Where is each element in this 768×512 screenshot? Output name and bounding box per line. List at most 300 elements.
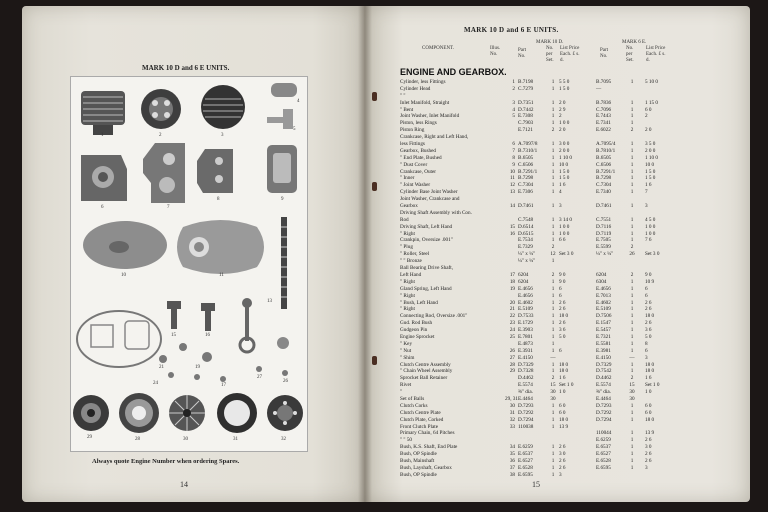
parts-row bbox=[400, 100, 736, 107]
parts-row bbox=[400, 300, 736, 307]
parts-cell-r1: 2 6 bbox=[559, 320, 566, 327]
parts-cell-r2: 18 0 bbox=[645, 368, 655, 375]
parts-cell-r2: 9 0 bbox=[645, 271, 652, 278]
parts-cell-p1: E.6527 bbox=[518, 457, 533, 464]
parts-cell-n2: 26 bbox=[629, 251, 635, 258]
parts-cell-r1: 2 9 bbox=[559, 106, 566, 113]
col-header-part-no: Part No. bbox=[518, 48, 527, 59]
parts-cell-n1: 1 bbox=[551, 416, 555, 423]
parts-cell-i: 12 bbox=[509, 182, 515, 189]
parts-row bbox=[400, 265, 736, 272]
parts-cell-p1: E.5109 bbox=[518, 306, 533, 313]
parts-cell-p1: B.7298 bbox=[518, 175, 534, 182]
parts-cell-n1: 2 bbox=[551, 127, 555, 134]
parts-row bbox=[400, 334, 736, 341]
parts-cell-r2: 1 0 0 bbox=[645, 223, 656, 230]
parts-row bbox=[400, 162, 736, 169]
parts-cell-p2: E.5599 bbox=[596, 244, 611, 251]
figure-number: 15 bbox=[171, 333, 176, 338]
clutch-chainwheel-illustration bbox=[119, 393, 159, 433]
parts-cell-p2: B.7291/1 bbox=[596, 168, 616, 175]
parts-cell-d: " Right bbox=[400, 292, 415, 299]
parts-cell-p2: E.5109 bbox=[596, 306, 611, 313]
parts-cell-n1: 1 bbox=[551, 471, 555, 478]
parts-cell-n1: 1 bbox=[551, 223, 555, 230]
parts-cell-r1: 6 0 bbox=[559, 402, 566, 409]
parts-cell-i: 24 bbox=[509, 327, 515, 334]
parts-cell-i: 1 bbox=[512, 79, 515, 85]
parts-cell-n2: 2 bbox=[630, 127, 634, 134]
parts-cell-p1: E.7329 bbox=[518, 244, 533, 251]
parts-cell-p2: D.7461 bbox=[596, 203, 612, 210]
parts-cell-d: Bush, Mainshaft bbox=[400, 457, 435, 464]
parts-cell-p2: E.4464 bbox=[596, 395, 611, 402]
parts-cell-p2: D.7329 bbox=[596, 361, 612, 368]
parts-cell-d: Gland Spring, Left Hand bbox=[400, 285, 452, 292]
figure-number: 32 bbox=[281, 437, 286, 442]
parts-cell-d: Bush, Layshaft, Gearbox bbox=[400, 464, 452, 471]
figure-number: 7 bbox=[167, 205, 170, 210]
parts-cell-r2: 6 bbox=[645, 347, 648, 354]
parts-row bbox=[400, 362, 736, 369]
parts-cell-d: Clutch Corks bbox=[400, 402, 428, 409]
parts-cell-d: Sprocket Ball Retainer bbox=[400, 375, 448, 382]
col-header-component: COMPONENT. bbox=[422, 46, 454, 51]
section-heading: ENGINE AND GEARBOX. bbox=[400, 67, 507, 77]
parts-cell-i: 14 bbox=[509, 203, 515, 210]
parts-cell-r1: 1 5 0 bbox=[559, 168, 570, 175]
parts-cell-p1: D.6514 bbox=[518, 223, 534, 230]
parts-cell-i: 15 bbox=[509, 223, 515, 230]
parts-cell-p1: D.7329 bbox=[518, 361, 534, 368]
parts-row bbox=[400, 348, 736, 355]
parts-cell-r2: 2 0 0 bbox=[645, 147, 656, 154]
parts-cell-d: Driving Shaft Assembly with Con. bbox=[400, 209, 472, 216]
parts-cell-r1: 3 0 bbox=[559, 451, 566, 458]
parts-cell-d: Joint Washer, Inlet Manifold bbox=[400, 113, 460, 120]
parts-cell-p1: B.7198 bbox=[518, 79, 534, 85]
parts-cell-n2: 1 bbox=[630, 168, 634, 175]
parts-cell-i: 4 bbox=[512, 106, 515, 113]
parts-cell-d: " Roller, Steel bbox=[400, 251, 430, 258]
parts-cell-n1: 1 bbox=[551, 203, 555, 210]
parts-cell-n1: 1 bbox=[551, 299, 555, 306]
open-booklet bbox=[22, 6, 750, 502]
figure-number: 13 bbox=[267, 299, 272, 304]
parts-cell-p1: B.7291/1 bbox=[518, 168, 538, 175]
parts-cell-r2: 3 6 bbox=[645, 327, 652, 334]
parts-cell-r2: 3 5 0 bbox=[645, 141, 656, 148]
parts-cell-n2: 1 bbox=[630, 79, 634, 85]
parts-cell-n1: 1 bbox=[551, 333, 555, 340]
parts-cell-p2: 6304 bbox=[596, 278, 607, 285]
parts-cell-n2: 1 bbox=[630, 430, 634, 437]
parts-cell-p1: E.4150 bbox=[518, 354, 533, 361]
figure-number: 10 bbox=[121, 273, 126, 278]
parts-cell-r2: 18 0 bbox=[645, 361, 655, 368]
parts-cell-n2: 1 bbox=[630, 285, 634, 292]
parts-row bbox=[400, 279, 736, 286]
parts-cell-p1: D.7293 bbox=[518, 402, 534, 409]
parts-row bbox=[400, 169, 736, 176]
parts-cell-n2: 1 bbox=[630, 416, 634, 423]
parts-row bbox=[400, 458, 736, 465]
parts-cell-p1: E.4873 bbox=[518, 340, 533, 347]
sprocket-part-illustration bbox=[167, 301, 181, 329]
parts-cell-n1: 1 bbox=[551, 99, 555, 106]
parts-cell-p1: D.7292 bbox=[518, 409, 534, 416]
parts-cell-n2: 1 bbox=[630, 368, 634, 375]
parts-cell-r2: 2 6 bbox=[645, 457, 652, 464]
crankcase-illustration bbox=[81, 155, 127, 201]
parts-cell-n1: 1 bbox=[551, 79, 555, 85]
parts-cell-d: Cylinder, less Fittings bbox=[400, 79, 446, 85]
parts-cell-d: " bbox=[400, 389, 403, 396]
parts-cell-n1: — bbox=[550, 354, 556, 361]
parts-row bbox=[400, 134, 736, 141]
parts-cell-d: Bush, K.S. Shaft, End Plate bbox=[400, 444, 458, 451]
parts-cell-p1: E.3931 bbox=[518, 347, 533, 354]
parts-cell-p2: E.7443 bbox=[596, 113, 611, 120]
parts-cell-d: Connecting Rod, Oversize .001" bbox=[400, 313, 468, 320]
parts-cell-r2: 2 6 bbox=[645, 437, 652, 444]
parts-cell-r1: 10 0 bbox=[559, 161, 569, 168]
parts-cell-n1: 12 bbox=[550, 251, 556, 258]
parts-cell-p1: D.7461 bbox=[518, 203, 534, 210]
page-title: MARK 10 D and 6 E UNITS. bbox=[464, 26, 559, 34]
parts-row bbox=[400, 251, 736, 258]
parts-row bbox=[400, 286, 736, 293]
parts-cell-n2: 1 bbox=[630, 333, 634, 340]
parts-cell-n1: 1 bbox=[551, 457, 555, 464]
parts-cell-r2: 7 6 bbox=[645, 237, 652, 244]
parts-cell-n1: 1 bbox=[551, 230, 555, 237]
parts-row bbox=[400, 437, 736, 444]
parts-row bbox=[400, 320, 736, 327]
parts-cell-p2: E.6022 bbox=[596, 127, 611, 134]
parts-cell-n2: 1 bbox=[630, 154, 634, 161]
col-header-mark10d: MARK 10 D. bbox=[536, 40, 564, 45]
parts-cell-n1: 1 bbox=[551, 189, 555, 196]
parts-cell-p1: E.7308 bbox=[518, 113, 533, 120]
parts-cell-r2: 10 0 bbox=[645, 161, 655, 168]
parts-row bbox=[400, 237, 736, 244]
parts-cell-i: 35 bbox=[509, 451, 515, 458]
gearbox-illustration bbox=[143, 143, 185, 203]
parts-cell-i: 23 bbox=[509, 320, 515, 327]
parts-cell-p2: D.4462 bbox=[596, 375, 612, 382]
parts-cell-n2: 1 bbox=[630, 141, 634, 148]
parts-row bbox=[400, 272, 736, 279]
clutch-corked-plate-illustration bbox=[217, 393, 257, 433]
parts-cell-n2: 1 bbox=[630, 230, 634, 237]
parts-cell-n1: 1 bbox=[551, 182, 555, 189]
parts-cell-r2: Set 1 0 bbox=[645, 382, 660, 389]
parts-cell-p1: ⅜" dia. bbox=[518, 389, 533, 396]
parts-cell-i: 34 bbox=[509, 444, 515, 451]
parts-cell-d: Joint Washer, Crankcase and bbox=[400, 196, 460, 203]
figure-number: 6 bbox=[101, 205, 104, 210]
plate-title: MARK 10 D and 6 E UNITS. bbox=[142, 64, 230, 72]
parts-cell-d: " " 50 bbox=[400, 437, 413, 444]
parts-row bbox=[400, 375, 736, 382]
parts-cell-d: " Joint Washer bbox=[400, 182, 431, 189]
parts-cell-p1: C.7304 bbox=[518, 182, 534, 189]
parts-cell-n1: 1 bbox=[551, 306, 555, 313]
parts-cell-r2: 4 5 0 bbox=[645, 216, 656, 223]
parts-cell-p2: — bbox=[596, 85, 602, 92]
parts-cell-r2: 3 bbox=[645, 464, 648, 471]
parts-cell-p1: D.4462 bbox=[518, 375, 534, 382]
parts-cell-p1: D.7442 bbox=[518, 106, 534, 113]
parts-cell-i: 37 bbox=[509, 464, 515, 471]
parts-cell-i: 26 bbox=[509, 347, 515, 354]
parts-cell-p2: C.6506 bbox=[596, 161, 612, 168]
parts-cell-p1: D.6515 bbox=[518, 230, 534, 237]
clutch-plate-illustration bbox=[169, 395, 205, 431]
parts-cell-n2: 1 bbox=[630, 402, 634, 409]
parts-cell-n1: 30 bbox=[550, 395, 556, 402]
parts-row bbox=[400, 224, 736, 231]
parts-cell-i: 18 bbox=[509, 278, 515, 285]
parts-cell-i: 7 bbox=[512, 147, 515, 154]
parts-cell-i: 10 bbox=[509, 168, 515, 175]
parts-row bbox=[400, 465, 736, 472]
figure-number: 30 bbox=[183, 437, 188, 442]
parts-cell-n2: 1 bbox=[630, 189, 634, 196]
figure-number: 21 bbox=[159, 365, 164, 370]
col-header-mark6e: MARK 6 E. bbox=[622, 40, 647, 45]
parts-cell-n1: 1 bbox=[551, 154, 555, 161]
parts-cell-p2: E.7341 bbox=[596, 120, 611, 127]
col-header-list-price: List Price Each. £ s. d. bbox=[560, 46, 580, 63]
figure-number: 3 bbox=[221, 133, 224, 138]
parts-cell-d: Bush, OP Spindle bbox=[400, 451, 437, 458]
parts-cell-r1: 2 6 bbox=[559, 306, 566, 313]
parts-cell-n2: 1 bbox=[630, 147, 634, 154]
parts-cell-r1: 1 0 0 bbox=[559, 223, 570, 230]
parts-cell-i: 3 bbox=[512, 99, 515, 106]
figure-number: 31 bbox=[233, 437, 238, 442]
parts-row bbox=[400, 148, 736, 155]
parts-cell-i: 11 bbox=[510, 175, 515, 182]
parts-cell-p2: E.5574 bbox=[596, 382, 611, 389]
parts-cell-r1: 3 14 0 bbox=[559, 216, 572, 223]
parts-cell-i: 38 bbox=[509, 471, 515, 478]
parts-cell-n1: 1 bbox=[551, 451, 555, 458]
figure-number: 4 bbox=[297, 99, 300, 104]
small-parts-illustration bbox=[159, 343, 288, 382]
col-header-part-no-6e: Part No. bbox=[600, 48, 609, 59]
parts-cell-d: Driving Shaft, Left Hand bbox=[400, 223, 453, 230]
parts-row bbox=[400, 203, 736, 210]
parts-cell-p2: E.4602 bbox=[596, 299, 611, 306]
parts-cell-p2: E.7340 bbox=[596, 189, 611, 196]
figure-number: 16 bbox=[205, 333, 210, 338]
figure-number: 19 bbox=[195, 365, 200, 370]
parts-cell-p1: E.1729 bbox=[518, 320, 533, 327]
parts-cell-n2: 1 bbox=[630, 320, 634, 327]
parts-cell-d: Gudgeon Pin bbox=[400, 327, 428, 334]
parts-cell-r2: 18 0 bbox=[645, 416, 655, 423]
parts-cell-r2: 1 0 0 bbox=[645, 230, 656, 237]
parts-cell-i: 13 bbox=[509, 189, 515, 196]
parts-cell-n1: 1 bbox=[551, 168, 555, 175]
parts-row bbox=[400, 313, 736, 320]
parts-cell-n2: 30 bbox=[629, 389, 635, 396]
parts-cell-n2: 1 bbox=[630, 182, 634, 189]
parts-cell-r2: 7 bbox=[645, 189, 648, 196]
parts-cell-p2: D.7542 bbox=[596, 368, 612, 375]
parts-cell-n2: 1 bbox=[630, 313, 634, 320]
parts-cell-d: " Right bbox=[400, 306, 415, 313]
figure-number: 2 bbox=[159, 133, 162, 138]
figure-number: 5 bbox=[293, 127, 296, 132]
parts-cell-p2: D.7506 bbox=[596, 313, 612, 320]
parts-cell-d: " Bent bbox=[400, 106, 414, 113]
parts-cell-p2: ⅜" dia. bbox=[596, 389, 611, 396]
parts-cell-n2: 1 bbox=[630, 161, 634, 168]
parts-cell-i: 29 bbox=[509, 368, 515, 375]
parts-cell-n1: 1 bbox=[551, 368, 555, 375]
parts-cell-n1: 15 bbox=[550, 382, 556, 389]
parts-cell-d: " Right bbox=[400, 278, 415, 285]
parts-row bbox=[400, 306, 736, 313]
parts-cell-n1: 1 bbox=[551, 292, 555, 299]
parts-cell-d: less Fittings bbox=[400, 141, 425, 148]
parts-cell-p1: D.7351 bbox=[518, 99, 534, 106]
parts-cell-i: 25 bbox=[509, 333, 515, 340]
parts-cell-i: 27 bbox=[509, 354, 515, 361]
parts-cell-n2: 1 bbox=[630, 437, 634, 444]
parts-cell-n2: 30 bbox=[629, 395, 635, 402]
parts-cell-p1: A.7097/8 bbox=[518, 141, 538, 148]
parts-row bbox=[400, 93, 736, 100]
parts-cell-d: " Right bbox=[400, 230, 415, 237]
parts-cell-r1: 18 0 bbox=[559, 368, 569, 375]
parts-cell-d: " Dust Cover bbox=[400, 161, 428, 168]
parts-row bbox=[400, 182, 736, 189]
parts-cell-p1: C.6506 bbox=[518, 161, 534, 168]
parts-cell-p1: B.7310/1 bbox=[518, 147, 538, 154]
parts-cell-i: 6 bbox=[512, 141, 515, 148]
parts-cell-p2: E.4150 bbox=[596, 354, 611, 361]
parts-cell-d: " Shim bbox=[400, 354, 415, 361]
parts-list bbox=[400, 79, 736, 479]
parts-cell-p2: B.7298 bbox=[596, 175, 612, 182]
parts-cell-i: 20 bbox=[509, 299, 515, 306]
parts-cell-n1: 1 bbox=[551, 423, 555, 430]
parts-cell-n1: 2 bbox=[551, 244, 555, 251]
cylinder-head-alt-illustration bbox=[201, 85, 245, 129]
parts-cell-r1: 1 6 bbox=[559, 182, 566, 189]
parts-cell-d: Clutch Plate, Corked bbox=[400, 416, 444, 423]
parts-cell-i: 28 bbox=[509, 361, 515, 368]
parts-row bbox=[400, 244, 736, 251]
parts-cell-n2: 1 bbox=[630, 292, 634, 299]
binding-hole bbox=[372, 182, 377, 191]
parts-cell-r2: 1 6 bbox=[645, 182, 652, 189]
parts-row bbox=[400, 127, 736, 134]
parts-cell-r2: 1 15 0 bbox=[645, 99, 658, 106]
parts-cell-p1: E.7121 bbox=[518, 127, 533, 134]
parts-cell-r1: 2 6 bbox=[559, 444, 566, 451]
primary-chain-illustration bbox=[281, 217, 287, 309]
left-page bbox=[22, 6, 364, 502]
parts-cell-d: " Inner bbox=[400, 175, 415, 182]
parts-cell-i: 31 bbox=[509, 409, 515, 416]
parts-cell-d: " Plug bbox=[400, 244, 413, 251]
parts-cell-p1: E.7801 bbox=[518, 333, 533, 340]
parts-cell-n1: 1 bbox=[551, 313, 555, 320]
parts-cell-d: Engine Sprocket bbox=[400, 333, 435, 340]
parts-cell-d: Inlet Manifold, Straight bbox=[400, 99, 450, 106]
parts-cell-r1: 5 5 0 bbox=[559, 79, 570, 85]
dust-cover-illustration bbox=[267, 145, 297, 193]
parts-cell-n2: 1 bbox=[630, 327, 634, 334]
parts-cell-p2: E.6528 bbox=[596, 457, 611, 464]
parts-cell-n2: 2 bbox=[630, 375, 634, 382]
parts-cell-r1: 2 bbox=[559, 113, 562, 120]
parts-cell-n1: 1 bbox=[551, 113, 555, 120]
parts-cell-p1: 110038 bbox=[518, 423, 534, 430]
parts-cell-r2: 10 9 bbox=[645, 278, 655, 285]
parts-cell-i: 19 bbox=[509, 285, 515, 292]
parts-cell-i: 22 bbox=[509, 313, 515, 320]
parts-cell-p1: D.7328 bbox=[518, 368, 534, 375]
parts-cell-r1: Set 3 0 bbox=[559, 251, 574, 258]
parts-cell-d: Gearbox, Bushed bbox=[400, 147, 437, 154]
parts-cell-r1: 3 bbox=[559, 471, 562, 478]
parts-cell-r2: 2 6 bbox=[645, 306, 652, 313]
parts-cell-p1: E.7534 bbox=[518, 237, 533, 244]
parts-cell-d: " Nut bbox=[400, 347, 412, 354]
parts-cell-p2: E.3981 bbox=[596, 347, 611, 354]
figure-number: 9 bbox=[281, 197, 284, 202]
parts-cell-p2: ¼" x ¼" bbox=[596, 251, 614, 258]
parts-row bbox=[400, 410, 736, 417]
parts-cell-p1: C.7903 bbox=[518, 120, 534, 127]
figure-number: 28 bbox=[135, 437, 140, 442]
parts-cell-r2: 2 6 bbox=[645, 451, 652, 458]
parts-row bbox=[400, 107, 736, 114]
parts-row bbox=[400, 79, 736, 86]
parts-cell-p2: A.7095/4 bbox=[596, 141, 616, 148]
parts-cell-p2: B.7836 bbox=[596, 99, 612, 106]
figure-number: 11 bbox=[219, 273, 224, 278]
parts-cell-d: Primary Chain, 64 Pitches bbox=[400, 430, 455, 437]
parts-cell-n2: 1 bbox=[630, 306, 634, 313]
parts-cell-r2: 1 5 0 bbox=[645, 168, 656, 175]
parts-cell-n1: 1 bbox=[551, 278, 555, 285]
parts-cell-p1: E.3903 bbox=[518, 327, 533, 334]
parts-cell-r1: 6 bbox=[559, 347, 562, 354]
parts-cell-n1: 1 bbox=[551, 258, 555, 265]
parts-cell-n2: 1 bbox=[630, 216, 634, 223]
parts-cell-r1: 4 bbox=[559, 189, 562, 196]
parts-cell-n2: 1 bbox=[630, 464, 634, 471]
parts-cell-n2: 1 bbox=[630, 457, 634, 464]
front-clutch-plate-illustration bbox=[267, 395, 303, 431]
parts-cell-r2: 5 0 bbox=[645, 333, 652, 340]
parts-row bbox=[400, 120, 736, 127]
parts-cell-n1: 1 bbox=[551, 175, 555, 182]
parts-cell-p2: E.6527 bbox=[596, 451, 611, 458]
parts-row bbox=[400, 444, 736, 451]
parts-cell-p2: B.6505 bbox=[596, 154, 612, 161]
parts-row bbox=[400, 113, 736, 120]
col-header-per-set: No. per Set. bbox=[546, 46, 554, 63]
